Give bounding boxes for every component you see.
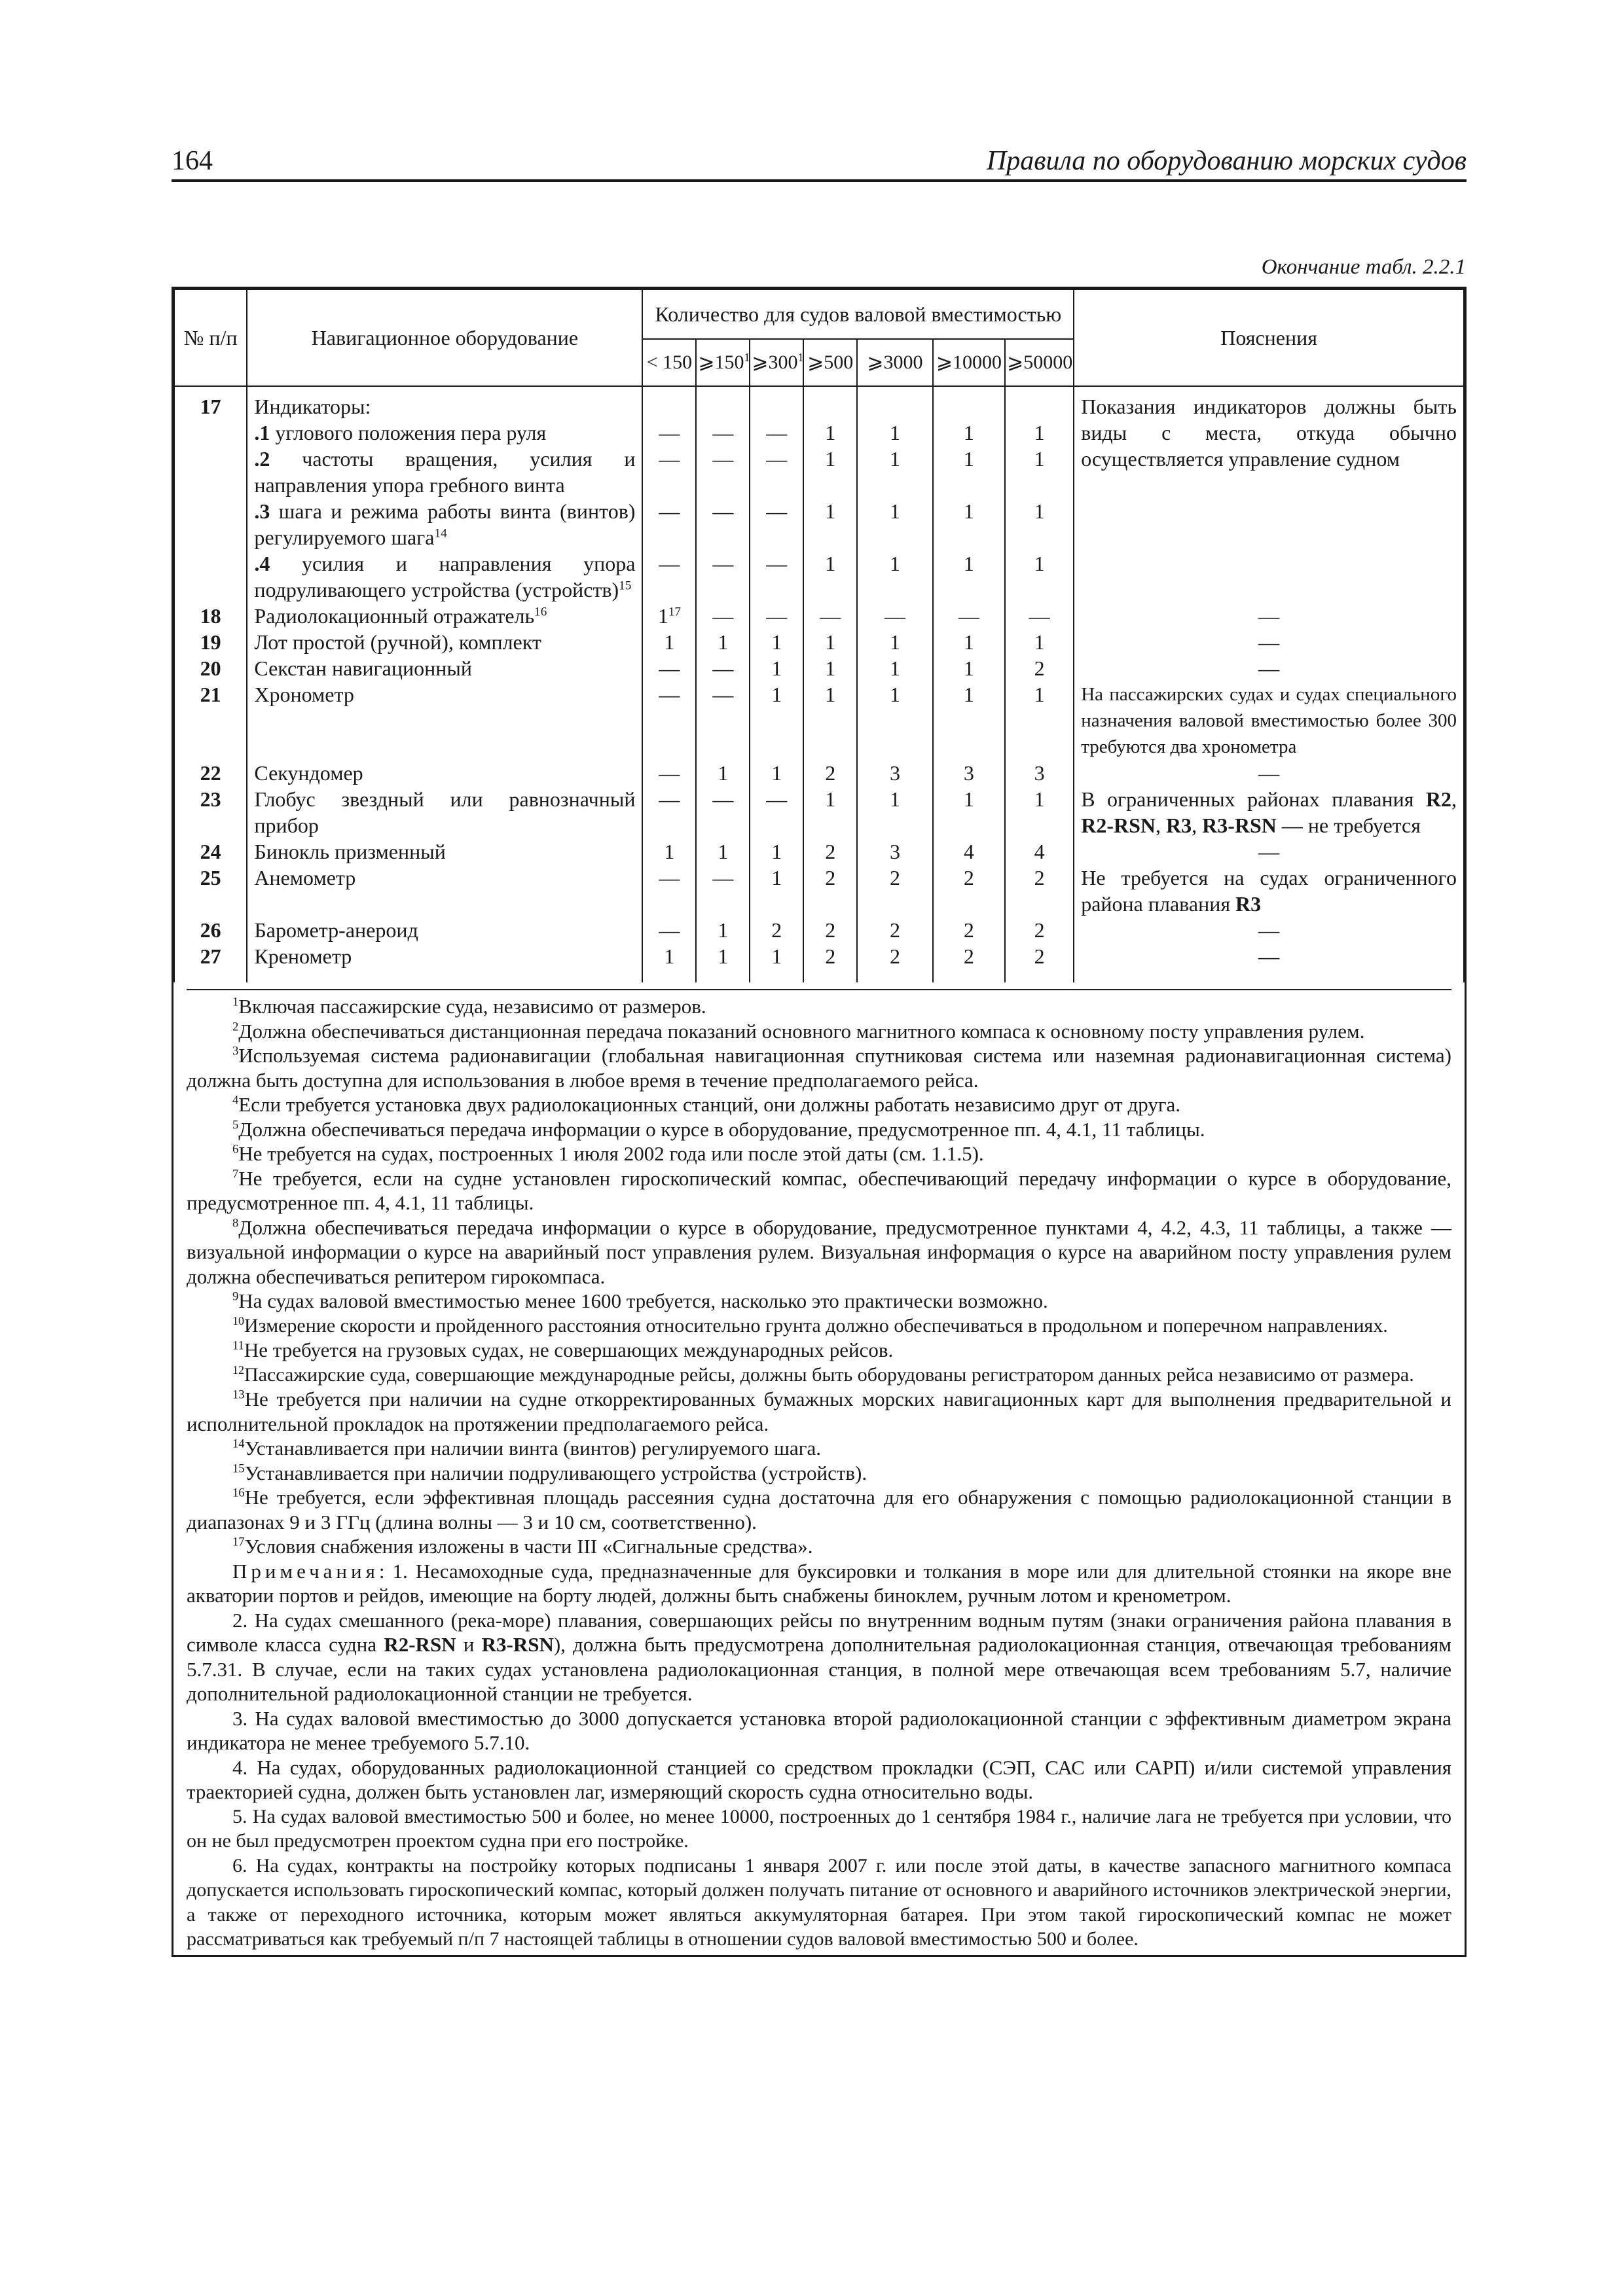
footnote: $^2$Должна обеспечиваться дистанционная передача показаний основного магнитного компаса к основному посту управления рулем. bbox=[232, 1019, 1365, 1043]
row-note: — bbox=[1074, 943, 1464, 982]
row-note: — bbox=[1074, 603, 1464, 629]
row-number: 25 bbox=[174, 865, 247, 917]
table-row-18: 18 Радиолокационный отражатель$^{16}$ $1^{17}$ — — — — — — — bbox=[174, 603, 1464, 629]
footnote: $^{10}$Измерение скорости и пройденного расстояния относительно грунта должно обеспечиваться в продольном и поперечном направлениях. bbox=[232, 1314, 1388, 1336]
row-number: 26 bbox=[174, 917, 247, 943]
note-2: 2. На судах смешанного (река-море) плавания, совершающих рейсы по внутренним водным путям (знаки ограничения района плавания в символе класса судна R2-RSN и R3-RSN), должна быть предусмотрена дополнительная радиолокационная станция, отвечающая требованиям 5.7.31. В случае, если на таких судах установлена радиолокационная станция, в полной мере отвечающая всем требованиям 5.7, наличие дополнительной радиолокационной станции не требуется. bbox=[187, 1608, 1451, 1705]
header-quantity: Количество для судов валовой вместимостью bbox=[642, 289, 1074, 339]
table-row-21: 21 Хронометр — — 1 1 1 1 1 На пассажирских судах и судах специального назначения валовой вместимостью более 300 требуются два хронометра bbox=[174, 681, 1464, 760]
row-number: 27 bbox=[174, 943, 247, 982]
row-number: 20 bbox=[174, 655, 247, 681]
footnote: $^{13}$Не требуется при наличии на судне откорректированных бумажных морских навигационных карт для выполнения предварительной и исполнительной прокладок на протяжении предполагаемого рейса. bbox=[187, 1388, 1451, 1435]
row-note: — bbox=[1074, 917, 1464, 943]
footnote: $^1$Включая пассажирские суда, независимо от размеров. bbox=[232, 995, 706, 1018]
equipment-name: .2 частоты вращения, усилия и направления упора гребного винта bbox=[247, 446, 642, 498]
equipment-name: Анемометр bbox=[247, 865, 642, 917]
equipment-table bbox=[173, 289, 1465, 982]
row-note: — bbox=[1074, 655, 1464, 681]
row-number: 22 bbox=[174, 760, 247, 786]
row-number: 19 bbox=[174, 629, 247, 655]
footnote: $^4$Если требуется установка двух радиолокационных станций, они должны работать независимо друг от друга. bbox=[232, 1093, 1181, 1116]
row-number: 21 bbox=[174, 681, 247, 760]
equipment-name: Хронометр bbox=[247, 681, 642, 760]
footnote: $^6$Не требуется на судах, построенных 1 июля 2002 года или после этой даты (см. 1.1.5). bbox=[232, 1142, 984, 1165]
table-row-17-1: .1 углового положения пера руля — — — 1 1 1 1 bbox=[174, 420, 1464, 446]
table-row-24: 24 Бинокль призменный 1 1 1 2 3 4 4 — bbox=[174, 838, 1464, 865]
equipment-name: Индикаторы: bbox=[247, 393, 642, 420]
row-note: Не требуется на судах ограниченного района плавания R3 bbox=[1074, 865, 1464, 917]
footnote: $^8$Должна обеспечиваться передача информации о курсе в оборудование, предусмотренное пунктами 4, 4.2, 4.3, 11 таблицы, а также — визуальной информации о курсе на аварийный пост управления рулем. Визуальная информация о курсе на аварийном посту управления рулем должна обеспечиваться репитером гирокомпаса. bbox=[187, 1215, 1451, 1288]
table-row-17-4: .4 усилия и направления упора подруливающего устройства (устройств)$^{15}$ — — — 1 1 1 1 bbox=[174, 550, 1464, 603]
header-q-10000: ⩾10000 bbox=[933, 339, 1005, 386]
row-number: 18 bbox=[174, 603, 247, 629]
footnote: $^3$Используемая система радионавигации (глобальная навигационная спутниковая система или наземная радионавигационная система) должна быть доступна для использования в любое время в течение предполагаемого рейса. bbox=[187, 1044, 1451, 1092]
row-number: 23 bbox=[174, 786, 247, 838]
equipment-name: Секундомер bbox=[247, 760, 642, 786]
row-note: — bbox=[1074, 760, 1464, 786]
page-header bbox=[172, 145, 1467, 182]
table-row-17 bbox=[174, 393, 1464, 420]
footnote: $^{15}$Устанавливается при наличии подруливающего устройства (устройств). bbox=[232, 1461, 867, 1484]
equipment-name: .1 углового положения пера руля bbox=[247, 420, 642, 446]
header-no: № п/п bbox=[174, 289, 247, 386]
note-6: 6. На судах, контракты на постройку которых подписаны 1 января 2007 г. или после этой даты, в качестве запасного магнитного компаса допускается использовать гироскопический компас, который должен получать питание от основного и аварийного источников электрической энергии, а также от переходного источника, которым может являться аккумуляторная батарея. При этом такой гироскопический компас не может рассматриваться как требуемый п/п 7 настоящей таблицы в отношении судов валовой вместимостью 500 и более. bbox=[187, 1854, 1451, 1950]
header-notes: Пояснения bbox=[1074, 289, 1464, 386]
table-row-17-2: .2 частоты вращения, усилия и направления упора гребного винта — — — 1 1 1 1 bbox=[174, 446, 1464, 498]
header-q-150: $⩾150^1$ bbox=[696, 339, 750, 386]
footnote: $^5$Должна обеспечиваться передача информации о курсе в оборудование, предусмотренное пп. 4, 4.1, 11 таблицы. bbox=[232, 1117, 1205, 1141]
row-note: — bbox=[1074, 629, 1464, 655]
header-q-50000: ⩾50000 bbox=[1005, 339, 1074, 386]
running-title: Правила по оборудованию морских судов bbox=[986, 146, 1467, 176]
footnote: $^{12}$Пассажирские суда, совершающие международные рейсы, должны быть оборудованы регистратором данных рейса независимо от размера. bbox=[232, 1363, 1414, 1386]
footnote: $^{16}$Не требуется, если эффективная площадь рассеяния судна достаточна для его обнаружения с помощью радиолокационной станции в диапазонах 9 и 3 ГГц (длина волны — 3 и 10 см, соответственно). bbox=[187, 1486, 1451, 1534]
equipment-name: Радиолокационный отражатель$^{16}$ bbox=[247, 603, 642, 629]
equipment-name: Секстан навигационный bbox=[247, 655, 642, 681]
equipment-name: .4 усилия и направления упора подруливающего устройства (устройств)$^{15}$ bbox=[247, 550, 642, 603]
footnote: $^{17}$Условия снабжения изложены в части III «Сигнальные средства». bbox=[232, 1535, 813, 1558]
note-1: Примечания: 1. Несамоходные суда, предназначенные для буксировки и толкания в море или для длительной стоянки на якоре вне акватории портов и рейдов, имеющие на борту людей, должны быть снабжены биноклем, ручным лотом и кренометром. bbox=[187, 1559, 1451, 1607]
row-note: На пассажирских судах и судах специального назначения валовой вместимостью более 300 требуются два хронометра bbox=[1074, 681, 1464, 760]
row-number: 17 bbox=[174, 393, 247, 420]
equipment-name: Лот простой (ручной), комплект bbox=[247, 629, 642, 655]
equipment-name: .3 шага и режима работы винта (винтов) регулируемого шага$^{14}$ bbox=[247, 498, 642, 550]
table-row-27: 27 Кренометр 1 1 1 2 2 2 2 — bbox=[174, 943, 1464, 982]
equipment-name: Кренометр bbox=[247, 943, 642, 982]
equipment-name: Глобус звездный или равнозначный прибор bbox=[247, 786, 642, 838]
header-q-300: $⩾300^1$ bbox=[750, 339, 803, 386]
table-row-22: 22 Секундомер — 1 1 2 3 3 3 — bbox=[174, 760, 1464, 786]
equipment-name: Бинокль призменный bbox=[247, 838, 642, 865]
header-equipment: Навигационное оборудование bbox=[247, 289, 642, 386]
table-row-17-3: .3 шага и режима работы винта (винтов) регулируемого шага$^{14}$ — — — 1 1 1 1 bbox=[174, 498, 1464, 550]
note-4: 4. На судах, оборудованных радиолокационной станцией со средством прокладки (СЭП, САС или САРП) и/или системой управления траекторией судна, должен быть установлен лаг, измеряющий скорость судна относительно воды. bbox=[187, 1755, 1451, 1803]
footnotes bbox=[187, 989, 1451, 1952]
table-caption: Окончание табл. 2.2.1 bbox=[1261, 255, 1466, 279]
footnote: $^{11}$Не требуется на грузовых судах, не совершающих международных рейсов. bbox=[232, 1338, 894, 1361]
header-q-500: ⩾500 bbox=[803, 339, 857, 386]
footnote: $^9$На судах валовой вместимостью менее 1600 требуется, насколько это практически возможно. bbox=[232, 1289, 1048, 1312]
row-note: В ограниченных районах плавания R2, R2-RSN, R3, R3-RSN — не требуется bbox=[1074, 786, 1464, 838]
table-frame bbox=[172, 287, 1467, 1957]
page-number: 164 bbox=[172, 146, 213, 176]
row-number: 24 bbox=[174, 838, 247, 865]
header-q-lt150: < 150 bbox=[642, 339, 696, 386]
equipment-name: Барометр-анероид bbox=[247, 917, 642, 943]
table-row-23: 23 Глобус звездный или равнозначный прибор — — — 1 1 1 1 В ограниченных районах плавания R2, R2-RSN, R3, R3-RSN — не требуется bbox=[174, 786, 1464, 838]
table-row-25: 25 Анемометр — — 1 2 2 2 2 Не требуется на судах ограниченного района плавания R3 bbox=[174, 865, 1464, 917]
table-row-26: 26 Барометр-анероид — 1 2 2 2 2 2 — bbox=[174, 917, 1464, 943]
table-row-20: 20 Секстан навигационный — — 1 1 1 1 2 — bbox=[174, 655, 1464, 681]
footnote: $^7$Не требуется, если на судне установлен гироскопический компас, обеспечивающий передачу информации о курсе в оборудование, предусмотренное пп. 4, 4.1, 11 таблицы. bbox=[187, 1166, 1451, 1214]
table-row-19: 19 Лот простой (ручной), комплект 1 1 1 1 1 1 1 — bbox=[174, 629, 1464, 655]
row-note: — bbox=[1074, 838, 1464, 865]
note-3: 3. На судах валовой вместимостью до 3000 допускается установка второй радиолокационной станции с эффективным диаметром экрана индикатора не менее требуемого 5.7.10. bbox=[187, 1706, 1451, 1754]
note-5: 5. На судах валовой вместимостью 500 и более, но менее 10000, построенных до 1 сентября 1984 г., наличие лага не требуется при условии, что он не был предусмотрен проектом судна при его постройке. bbox=[187, 1805, 1451, 1852]
row-note: Показания индикаторов должны быть виды с места, откуда обычно осуществляется управление судном bbox=[1074, 393, 1464, 498]
header-q-3000: ⩾3000 bbox=[857, 339, 933, 386]
footnote: $^{14}$Устанавливается при наличии винта (винтов) регулируемого шага. bbox=[232, 1437, 821, 1460]
